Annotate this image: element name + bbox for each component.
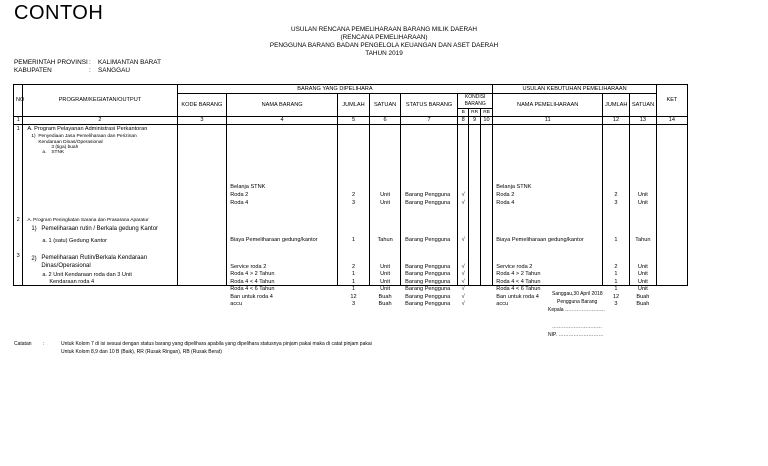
maintenance-quantity: 2 — [614, 264, 618, 270]
province-sep: : — [89, 59, 91, 66]
item-status: Barang Pengguna — [405, 294, 451, 300]
col-index: 3 — [177, 117, 227, 125]
item-name: Roda 4 < 4 Tahun — [230, 279, 275, 285]
condition-good-check: √ — [461, 286, 465, 292]
program-sub-title: Penyediaan Jasa Pemeliharaan dan Perizinan — [38, 134, 137, 139]
doc-title-line3: PENGGUNA BARANG BADAN PENGELOLA KEUANGAN DAN ASET DAERAH — [269, 42, 499, 49]
maintenance-unit: Buah — [636, 294, 650, 300]
doc-title-line2: (RENCANA PEMELIHARAAN) — [340, 34, 428, 41]
maintenance-unit: Unit — [637, 200, 648, 206]
col-index: 14 — [656, 117, 687, 125]
signature-nip: NIP. ……………………… — [548, 332, 604, 338]
item-unit: Unit — [380, 200, 391, 206]
row-number: 3 — [16, 253, 20, 259]
notes-label: Catatan — [14, 341, 32, 347]
signature-date: Sanggau,30 April 2018 — [552, 291, 603, 297]
item-status: Barang Pengguna — [405, 200, 451, 206]
col-group-usulan-header: USULAN KEBUTUHAN PEMELIHARAAN — [493, 85, 657, 94]
col-index: 2 — [23, 117, 177, 125]
program-output-letter: a. — [42, 150, 47, 155]
col-nama-pemeliharaan-header: NAMA PEMELIHARAAN — [493, 94, 603, 117]
program-sub-number: 2) — [31, 256, 37, 262]
item-quantity: 1 — [351, 271, 356, 277]
maintenance-quantity: 1 — [614, 237, 618, 243]
maintenance-quantity: 3 — [614, 301, 618, 307]
maintenance-unit: Buah — [636, 301, 650, 307]
maintenance-unit: Unit — [637, 286, 648, 292]
province-label: PEMERINTAH PROVINSI — [14, 59, 88, 66]
signature-head: Kepala …………………… — [548, 307, 605, 313]
doc-title-line1: USULAN RENCANA PEMELIHARAAN BARANG MILIK DAERAH — [290, 26, 478, 33]
condition-good-check: √ — [461, 294, 465, 300]
item-quantity: 1 — [351, 237, 356, 243]
item-status: Barang Pengguna — [405, 192, 451, 198]
col-index: 9 — [469, 117, 480, 125]
regency-sep: : — [89, 67, 91, 74]
col-program-header: PROGRAM/KEGIATAN/OUTPUT — [23, 85, 177, 117]
col-index: 13 — [629, 117, 656, 125]
signature-name-line: ………………………… — [552, 324, 602, 330]
maintenance-name: accu — [496, 301, 509, 307]
item-quantity: 1 — [351, 279, 356, 285]
item-quantity: 3 — [351, 301, 356, 307]
col-jumlah-header: JUMLAH — [337, 94, 369, 117]
col-index: 8 — [458, 117, 469, 125]
watermark-label: CONTOH — [14, 2, 104, 24]
item-status: Barang Pengguna — [405, 279, 451, 285]
program-sub-title: Pemeliharaan Rutin/Berkala Kendaraan — [41, 255, 148, 261]
col-satuan2-header: SATUAN — [629, 94, 656, 117]
row-number: 1 — [16, 126, 20, 132]
col-no-header: NO — [14, 85, 23, 117]
col-group-barang-header: BARANG YANG DIPELIHARA — [177, 85, 493, 94]
maintenance-quantity: 1 — [614, 279, 618, 285]
maintenance-name: Belanja STNK — [496, 184, 532, 190]
maintenance-name: Roda 4 > 2 Tahun — [496, 271, 541, 277]
condition-good-check: √ — [461, 301, 465, 307]
item-name: Roda 4 < 6 Tahun — [230, 286, 275, 292]
item-name: Biaya Pemeliharaan gedung/kantor — [230, 237, 318, 243]
program-sub-title: Dinas/Operasional — [41, 263, 91, 269]
item-name: accu — [230, 301, 243, 307]
doc-title-line4: TAHUN 2019 — [365, 50, 403, 57]
program-title: A. Program Peningkatan Sarana dan Prasarana Aparatur — [27, 218, 149, 223]
maintenance-name: Roda 4 — [496, 200, 515, 206]
condition-good-check: √ — [461, 264, 465, 270]
col-jumlah2-header: JUMLAH — [603, 94, 630, 117]
maintenance-quantity: 1 — [614, 286, 618, 292]
item-unit: Unit — [380, 279, 391, 285]
maintenance-unit: Unit — [637, 279, 648, 285]
item-name: Roda 4 — [230, 200, 249, 206]
maintenance-quantity: 2 — [614, 192, 618, 198]
col-index: 1 — [14, 117, 23, 125]
regency-label: KABUPATEN — [14, 67, 52, 74]
col-ket-header: KET — [656, 85, 687, 117]
col-index: 11 — [493, 117, 603, 125]
program-title: A. Program Pelayanan Administrasi Perkantoran — [27, 126, 148, 132]
regency-value: SANGGAU — [98, 67, 130, 74]
column-index-row — [14, 117, 688, 125]
item-status: Barang Pengguna — [405, 271, 451, 277]
maintenance-name: Roda 4 < 4 Tahun — [496, 279, 541, 285]
col-index: 12 — [603, 117, 630, 125]
item-name: Belanja STNK — [230, 184, 266, 190]
col-index: 5 — [337, 117, 369, 125]
col-status-header: STATUS BARANG — [401, 94, 458, 117]
notes-line1: Untuk Kolom 7 di isi sesuai dengan status barang yang dipelihara apabila yang dipelihara statusnya pinjam pakai maka di catat pinjam pakai — [61, 341, 372, 347]
col-rb-header: RB — [480, 109, 493, 117]
col-kode-header: KODE BARANG — [177, 94, 227, 117]
program-output: STNK — [51, 150, 65, 155]
col-kondisi-header: KONDISI BARANG — [458, 94, 493, 109]
col-index: 6 — [370, 117, 401, 125]
maintenance-name: Roda 4 < 6 Tahun — [496, 286, 541, 292]
condition-good-check: √ — [461, 279, 465, 285]
maintenance-name: Ban untuk roda 4 — [496, 294, 539, 300]
item-unit: Unit — [380, 271, 391, 277]
program-output: a. 1 (satu) Gedung Kantor — [42, 238, 107, 244]
program-output: 3 (tiga) buah — [51, 145, 79, 150]
col-index: 7 — [401, 117, 458, 125]
maintenance-unit: Unit — [637, 271, 648, 277]
col-index: 4 — [227, 117, 338, 125]
maintenance-unit: Unit — [637, 192, 648, 198]
maintenance-quantity: 3 — [614, 200, 618, 206]
col-satuan-header: SATUAN — [370, 94, 401, 117]
col-index: 10 — [480, 117, 493, 125]
item-quantity: 3 — [351, 200, 356, 206]
maintenance-name: Biaya Pemeliharaan gedung/kantor — [496, 237, 584, 243]
condition-good-check: √ — [461, 237, 465, 243]
notes-sep: : — [43, 341, 45, 347]
item-quantity: 12 — [350, 294, 357, 300]
item-name: Roda 2 — [230, 192, 249, 198]
item-status: Barang Pengguna — [405, 264, 451, 270]
item-name: Service roda 2 — [230, 264, 267, 270]
item-unit: Tahun — [377, 237, 393, 243]
item-unit: Buah — [378, 301, 392, 307]
program-sub-title: Pemeliharaan rutin / Berkala gedung Kantor — [41, 226, 159, 232]
maintenance-quantity: 12 — [612, 294, 620, 300]
item-quantity: 1 — [351, 286, 356, 292]
item-status: Barang Pengguna — [405, 286, 451, 292]
item-unit: Unit — [380, 192, 391, 198]
col-rr-header: RR — [469, 109, 480, 117]
item-quantity: 2 — [351, 192, 356, 198]
maintenance-unit: Tahun — [635, 237, 651, 243]
maintenance-quantity: 1 — [614, 271, 618, 277]
col-nama-header: NAMA BARANG — [227, 94, 338, 117]
item-name: Ban untuk roda 4 — [230, 294, 273, 300]
maintenance-unit: Unit — [637, 264, 648, 270]
col-b-header: B — [458, 109, 469, 117]
item-unit: Unit — [380, 264, 391, 270]
item-status: Barang Pengguna — [405, 237, 451, 243]
program-output: a. 2 Unit Kendaraan roda dan 3 Unit — [42, 272, 132, 278]
province-value: KALIMANTAN BARAT — [98, 59, 161, 66]
notes-line2: Untuk Kolom 8,9 dan 10 B (Baik), RR (Rusak Ringan), RB (Rusak Berat) — [61, 349, 222, 355]
maintenance-name: Roda 2 — [496, 192, 515, 198]
item-status: Barang Pengguna — [405, 301, 451, 307]
item-unit: Buah — [378, 294, 392, 300]
table-body-row — [14, 125, 688, 286]
program-sub-number: 1) — [31, 226, 37, 232]
program-sub-number: 1) — [31, 134, 36, 139]
condition-good-check: √ — [461, 271, 465, 277]
item-unit: Unit — [380, 286, 391, 292]
program-sub-title: Kendaraan Dinas/Operasional — [38, 140, 103, 145]
row-number: 2 — [16, 217, 20, 223]
maintenance-name: Service roda 2 — [496, 264, 533, 270]
item-name: Roda 4 > 2 Tahun — [230, 271, 275, 277]
condition-good-check: √ — [461, 192, 465, 198]
signature-role: Pengguna Barang — [557, 299, 598, 305]
item-quantity: 2 — [351, 264, 356, 270]
condition-good-check: √ — [461, 200, 465, 206]
program-output: Kendaraan roda 4 — [49, 279, 95, 285]
